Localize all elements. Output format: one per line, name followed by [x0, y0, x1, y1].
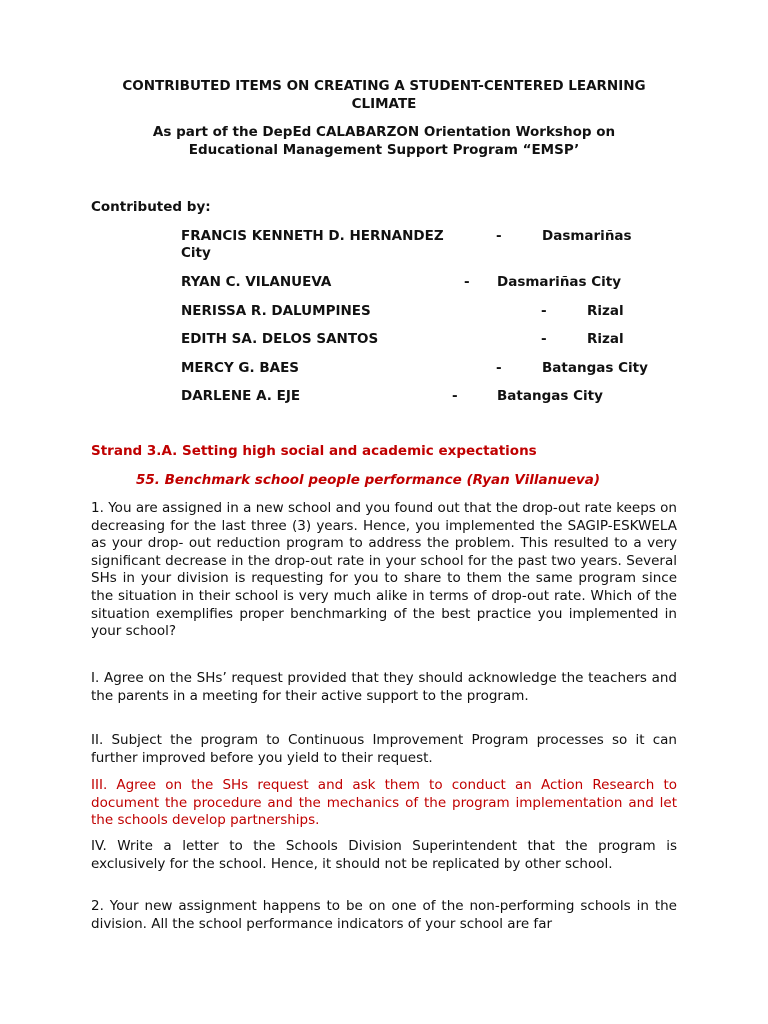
- question-1: 1. You are assigned in a new school and you found out that the drop-out rate keeps on decreasing for the last three (3) years. Hence, you implemented the SAGIP-ESKWELA as your drop- out reduction program to address the problem. This resulted to a very significant decrease in the drop-out rate in your school for the past two years. Several SHs in your division is requesting for you to share to them the same program since the situation in their school is very much alike in terms of drop-out rate. Which of the situation exemplifies proper benchmarking of the best practice you implemented in your school?: [91, 500, 677, 640]
- question-2: 2. Your new assignment happens to be on one of the non-performing schools in the division. All the school performance indicators of your school are far: [91, 898, 677, 932]
- strand-heading: Strand 3.A. Setting high social and academic expectations: [91, 443, 537, 459]
- document-title: [85, 77, 683, 113]
- contributed-by-label: Contributed by:: [91, 199, 211, 215]
- subtitle-line-2: Educational Management Support Program “EMSP’: [188, 142, 580, 158]
- contributor-4-place: Rizal: [587, 331, 624, 347]
- contributor-1-place: Dasmariñas: [542, 228, 632, 244]
- contributor-1-name: FRANCIS KENNETH D. HERNANDEZ: [181, 228, 444, 244]
- option-2: II. Subject the program to Continuous Improvement Program processes so it can further improved before you yield to their request.: [91, 732, 677, 766]
- contributor-3-dash: -: [541, 303, 547, 319]
- contributor-6-place: Batangas City: [497, 388, 603, 404]
- contributor-4-dash: -: [541, 331, 547, 347]
- contributor-3-place: Rizal: [587, 303, 624, 319]
- subtitle-line-1: As part of the DepEd CALABARZON Orientation Workshop on: [152, 124, 616, 140]
- title-line-2: CLIMATE: [351, 96, 417, 112]
- contributor-1-place-cont: City: [181, 245, 211, 261]
- contributor-5-name: MERCY G. BAES: [181, 360, 300, 376]
- contributor-1-dash: -: [496, 228, 502, 244]
- contributor-6-name: DARLENE A. EJE: [181, 388, 301, 404]
- contributor-3-name: NERISSA R. DALUMPINES: [181, 303, 371, 319]
- option-1: I. Agree on the SHs’ request provided that they should acknowledge the teachers and the parents in a meeting for their active support to the program.: [91, 670, 677, 704]
- contributor-2-place: Dasmariñas City: [497, 274, 622, 290]
- contributor-6-dash: -: [452, 388, 458, 404]
- contributor-2-dash: -: [464, 274, 470, 290]
- competency-subheading: 55. Benchmark school people performance (Ryan Villanueva): [136, 472, 601, 488]
- option-4: IV. Write a letter to the Schools Division Superintendent that the program is exclusively for the school. Hence, it should not be replicated by other school.: [91, 838, 677, 872]
- contributor-5-dash: -: [496, 360, 502, 376]
- title-line-1: CONTRIBUTED ITEMS ON CREATING A STUDENT-CENTERED LEARNING: [122, 78, 646, 94]
- option-3-answer: III. Agree on the SHs request and ask them to conduct an Action Research to document the procedure and the mechanics of the program implementation and let the schools develop partnerships.: [91, 777, 677, 829]
- contributor-4-name: EDITH SA. DELOS SANTOS: [181, 331, 379, 347]
- contributor-2-name: RYAN C. VILANUEVA: [181, 274, 332, 290]
- contributor-5-place: Batangas City: [542, 360, 648, 376]
- document-subtitle: [85, 123, 683, 159]
